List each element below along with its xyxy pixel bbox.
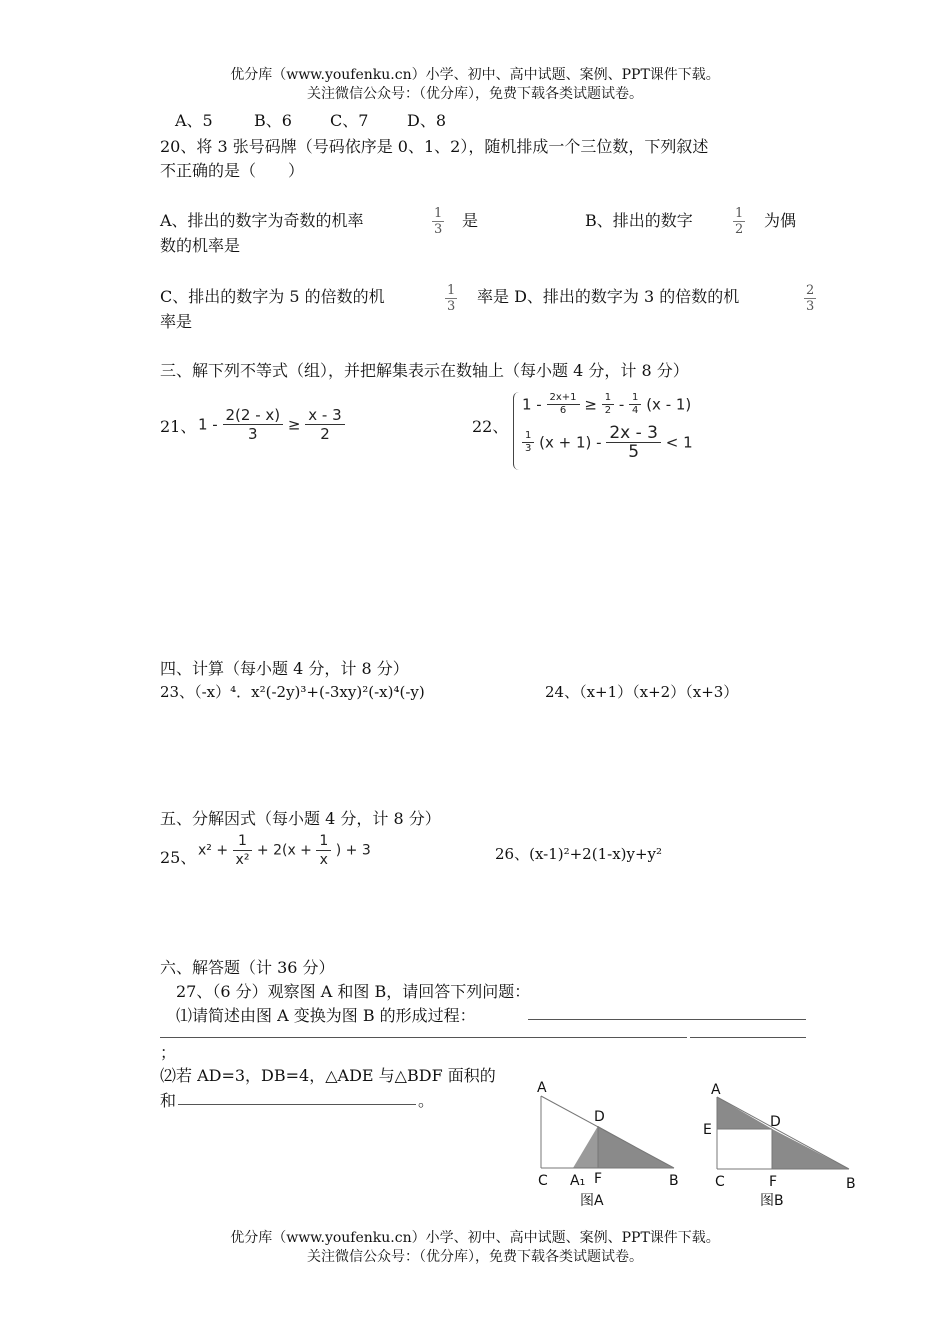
q22-row1-minus: - [618, 395, 625, 414]
q19-option-d: D、8 [407, 111, 447, 130]
q22-row2-frac2-num: 2x - 3 [606, 424, 661, 443]
footer-line-2: 关注微信公众号：（优分库），免费下载各类试题试卷。 [307, 1249, 643, 1265]
q21-rhs-denominator: 2 [320, 425, 330, 443]
q22-row1-frac1-den: 6 [559, 405, 567, 416]
figure-b-caption: 图B [760, 1193, 784, 1209]
q21-lhs-denominator: 3 [248, 425, 258, 443]
q22-row1-frac3-num: 1 [629, 392, 641, 405]
q20-option-a-text: A、排出的数字为奇数的机率 [160, 211, 364, 230]
q25-part-c: ) + 3 [335, 842, 371, 859]
fraction-numerator: 1 [447, 283, 456, 298]
fraction-denominator: 2 [735, 222, 744, 237]
q22-system-brace [513, 392, 522, 470]
q20-option-c-text: C、排出的数字为 5 的倍数的机 [160, 287, 385, 306]
q22-row1-frac1-num: 2x+1 [547, 392, 580, 405]
fraction-numerator: 1 [735, 206, 744, 221]
q20-cd-middle: 率是 D、排出的数字为 3 的倍数的机 [477, 287, 740, 306]
fraction-denominator: 3 [447, 299, 456, 314]
figure-b-label-f: F [769, 1174, 778, 1190]
q21-relation: ≥ [287, 415, 301, 434]
q25-frac2-num: 1 [316, 832, 331, 851]
fraction-numerator: 1 [434, 206, 443, 221]
q20-option-a-tail: 是 [462, 211, 479, 230]
q27-part-2-line-2-prefix: 和 [160, 1091, 177, 1110]
q22-row2-frac1-num: 1 [522, 430, 534, 443]
q21-inequality [198, 406, 345, 443]
q20-cd-line-2: 率是 [160, 312, 193, 331]
section-5-title: 五、分解因式（每小题 4 分，计 8 分） [160, 809, 441, 828]
header-line-1: 优分库（www.youfenku.cn）小学、初中、高中试题、案例、PPT课件下载。 [230, 67, 720, 83]
q25-frac1-num: 1 [233, 832, 253, 851]
figure-b [700, 1075, 865, 1215]
figure-a-label-a: A [537, 1080, 547, 1096]
q22-row1-frac3-den: 4 [632, 405, 639, 416]
q22-row-2 [522, 424, 693, 461]
figure-b-label-d: D [770, 1114, 781, 1130]
figure-b-label-b: B [846, 1176, 856, 1192]
q20-option-d-fraction [804, 283, 816, 314]
q22-row2-frac1-den: 3 [525, 443, 532, 454]
q19-option-a: A、5 [175, 111, 213, 130]
section-4-title: 四、计算（每小题 4 分，计 8 分） [160, 659, 409, 678]
q20-stem-line-2: 不正确的是（ ） [160, 161, 305, 180]
q27-semicolon: ； [160, 1043, 177, 1062]
q23-expression: 23、（-x）⁴．x²(-2y)³+(-3xy)²(-x)⁴(-y) [160, 683, 425, 701]
fraction-numerator: 2 [806, 283, 815, 298]
q25-part-a: x² + [198, 842, 229, 859]
figure-b-label-a: A [711, 1082, 721, 1098]
figure-a-label-b: B [669, 1173, 679, 1189]
figure-a-label-a1: A₁ [570, 1173, 586, 1189]
section-3-title: 三、解下列不等式（组），并把解集表示在数轴上（每小题 4 分，计 8 分） [160, 361, 689, 380]
q22-row1-tail: (x - 1) [646, 395, 692, 414]
q21-label: 21、 [160, 417, 197, 436]
figure-a-label-f: F [594, 1171, 603, 1187]
figure-b-label-c: C [715, 1174, 725, 1190]
q24-expression: 24、（x+1）（x+2）（x+3） [545, 683, 739, 701]
figure-a-shaded-triangle-a1df [573, 1126, 598, 1168]
q27-part-2-line-2-suffix: 。 [418, 1091, 435, 1110]
q21-rhs-numerator: x - 3 [305, 406, 344, 425]
q19-option-b: B、6 [254, 111, 292, 130]
q26-expression: 26、(x-1)²+2(1-x)y+y² [495, 845, 663, 863]
figure-a-caption: 图A [580, 1193, 604, 1209]
header-line-2: 关注微信公众号：（优分库），免费下载各类试题试卷。 [307, 86, 643, 102]
q27-answer-line-3[interactable] [690, 1037, 806, 1038]
q20-option-c-fraction [445, 283, 457, 314]
q20-option-a-fraction [432, 206, 444, 237]
q25-expression [198, 832, 371, 869]
q20-ab-line-2: 数的机率是 [160, 236, 241, 255]
q22-row2-middle: (x + 1) - [539, 433, 602, 452]
q22-label: 22、 [472, 417, 509, 436]
q21-lhs-numerator: 2(2 - x) [223, 406, 284, 425]
q22-row2-frac2-den: 5 [628, 442, 640, 462]
q21-lhs-prefix: 1 - [198, 415, 218, 434]
q20-option-b-fraction [733, 206, 745, 237]
q27-answer-line-1[interactable] [528, 1019, 806, 1020]
q22-row1-frac2-den: 2 [604, 405, 612, 416]
q19-option-c: C、7 [330, 111, 369, 130]
q27-answer-line-2[interactable] [160, 1037, 687, 1038]
q20-option-b-text: B、排出的数字 [585, 211, 693, 230]
fraction-denominator: 3 [806, 299, 815, 314]
q22-row1-relation: ≥ [584, 395, 597, 414]
figure-a-label-d: D [594, 1109, 605, 1125]
q22-row1-prefix: 1 - [522, 395, 542, 414]
q27-intro: 27、（6 分）观察图 A 和图 B，请回答下列问题： [176, 982, 531, 1001]
fraction-denominator: 3 [434, 222, 443, 237]
q27-part-1: ⑴请简述由图 A 变换为图 B 的形成过程： [176, 1006, 476, 1025]
q20-option-b-tail: 为偶 [764, 211, 797, 230]
q25-label: 25、 [160, 848, 197, 867]
q27-area-answer-line[interactable] [178, 1104, 416, 1105]
q27-part-2-line-1: ⑵若 AD=3，DB=4，△ADE 与△BDF 面积的 [160, 1066, 496, 1085]
q25-frac2-den: x [319, 852, 328, 868]
q25-frac1-den: x² [235, 852, 250, 868]
q22-row2-tail: < 1 [665, 433, 693, 452]
footer-line-1: 优分库（www.youfenku.cn）小学、初中、高中试题、案例、PPT课件下载。 [230, 1230, 720, 1246]
q25-part-b: + 2(x + [256, 842, 312, 859]
q22-row-1 [522, 392, 691, 417]
q22-row1-frac2-num: 1 [602, 392, 614, 405]
section-6-title: 六、解答题（计 36 分） [160, 958, 335, 977]
figure-b-label-e: E [703, 1122, 712, 1138]
figure-a [528, 1075, 693, 1215]
figure-a-label-c: C [538, 1173, 548, 1189]
q20-stem-line-1: 20、将 3 张号码牌（号码依序是 0、1、2），随机排成一个三位数，下列叙述 [160, 137, 709, 156]
